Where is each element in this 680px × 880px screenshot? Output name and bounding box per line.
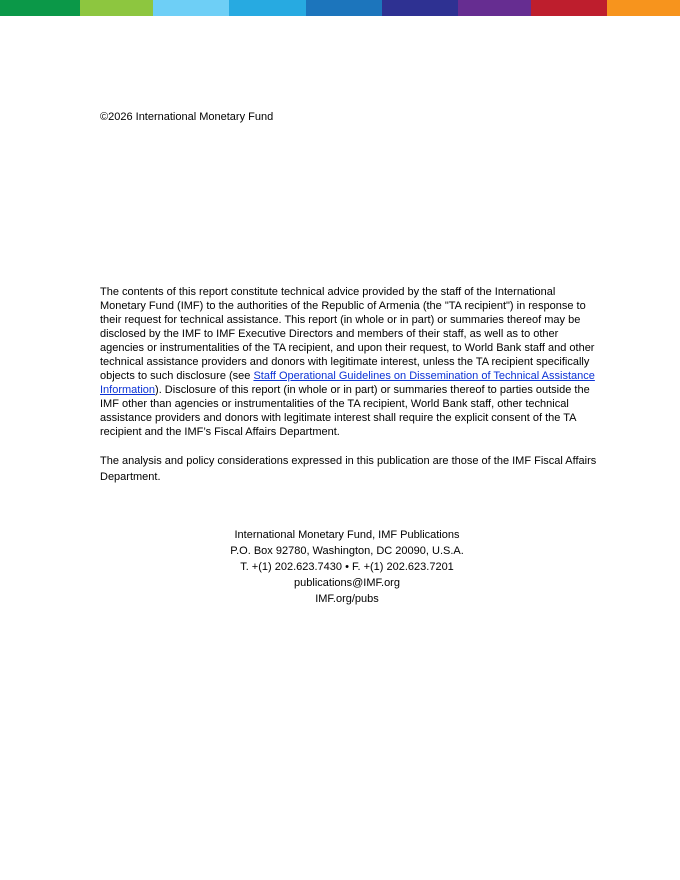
color-bar-segment-sky — [153, 0, 229, 16]
color-bar-segment-navy — [382, 0, 458, 16]
disclaimer-text-start: The contents of this report constitute technical advice provided by the staff of the International Monetary Fund (IMF) to the authorities of the Republic of Armenia (the "TA recipient") in response to their request for technical assistance. This report (in whole or in part) or summaries thereof may be disclosed by the IMF to IMF Executive Directors and members of their staff, as well as to other agencies or instrumentalities of the TA recipient, and upon their request, to World Bank staff and other technical assistance providers and donors with legitimate interest, unless the TA recipient specifically objects to such disclosure (see — [100, 286, 595, 382]
brand-color-bar — [0, 0, 680, 16]
publications-email: publications@IMF.org — [294, 577, 400, 589]
color-bar-segment-blue — [306, 0, 382, 16]
color-bar-segment-red — [531, 0, 607, 16]
publications-website: IMF.org/pubs — [315, 593, 379, 605]
color-bar-segment-green — [0, 0, 80, 16]
disclaimer-paragraph — [100, 285, 598, 439]
disclaimer-text-end: ). Disclosure of this report (in whole or in part) or summaries thereof to parties outside the IMF other than agencies or instrumentalities of the TA recipient, World Bank staff, other technical assistance providers and donors with legitimate interest shall require the explicit consent of the TA recipient and the IMF’s Fiscal Affairs Department. — [100, 384, 590, 438]
color-bar-segment-orange — [607, 0, 680, 16]
analysis-paragraph: The analysis and policy considerations expressed in this publication are those of the IMF Fiscal Affairs Department. — [100, 455, 597, 483]
copyright-notice: ©2026 International Monetary Fund — [100, 111, 274, 123]
publisher-name: International Monetary Fund, IMF Publications — [234, 529, 460, 541]
phone-fax: T. +(1) 202.623.7430 • F. +(1) 202.623.7201 — [240, 561, 454, 573]
color-bar-segment-cyan — [229, 0, 306, 16]
postal-address: P.O. Box 92780, Washington, DC 20090, U.S.A. — [230, 545, 464, 557]
color-bar-segment-light-green — [80, 0, 153, 16]
guidelines-link[interactable]: Staff Operational Guidelines on Dissemination of Technical Assistance Information — [100, 370, 595, 396]
color-bar-segment-purple — [458, 0, 531, 16]
publisher-address-block — [0, 527, 680, 607]
